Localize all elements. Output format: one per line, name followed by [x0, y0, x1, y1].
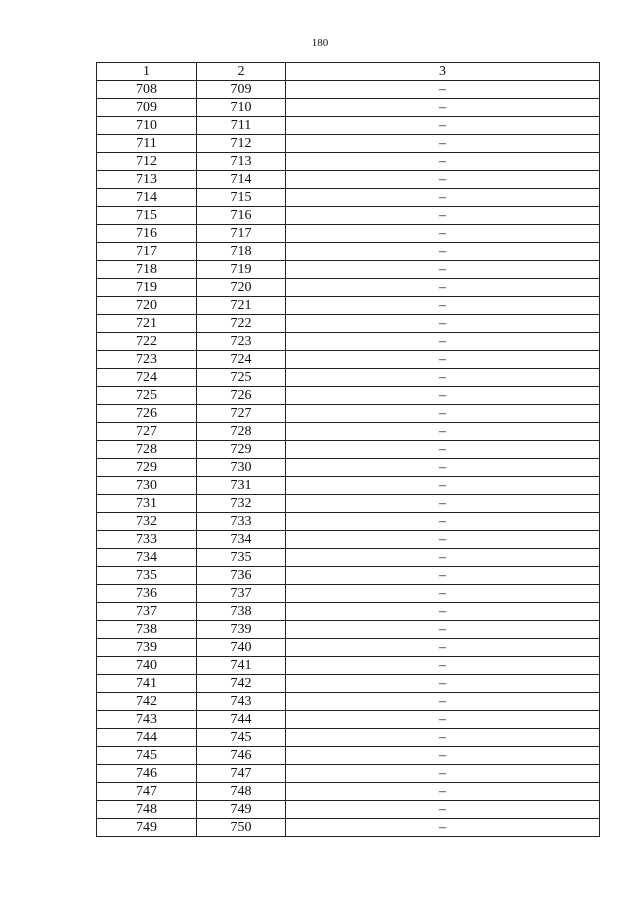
table-cell-col-3: – [286, 189, 600, 207]
table-cell-col-1: 729 [97, 459, 197, 477]
table-cell-col-2: 713 [197, 153, 286, 171]
table-row [97, 603, 600, 621]
table-cell-col-1: 746 [97, 765, 197, 783]
table-row [97, 441, 600, 459]
table-cell-col-3: – [286, 81, 600, 99]
table-cell-col-2: 734 [197, 531, 286, 549]
table-cell-col-3: – [286, 783, 600, 801]
table-row [97, 747, 600, 765]
table-row [97, 459, 600, 477]
table-cell-col-2: 720 [197, 279, 286, 297]
table-row [97, 225, 600, 243]
table-cell-col-2: 716 [197, 207, 286, 225]
table-row [97, 639, 600, 657]
table-cell-col-1: 739 [97, 639, 197, 657]
table-cell-col-2: 712 [197, 135, 286, 153]
table-cell-col-3: – [286, 747, 600, 765]
table-cell-col-3: – [286, 117, 600, 135]
table-cell-col-3: – [286, 279, 600, 297]
table-cell-col-3: – [286, 675, 600, 693]
table-cell-col-1: 716 [97, 225, 197, 243]
table-cell-col-1: 733 [97, 531, 197, 549]
table-cell-col-2: 719 [197, 261, 286, 279]
table-cell-col-3: – [286, 711, 600, 729]
column-header-2: 2 [197, 63, 286, 81]
table-cell-col-3: – [286, 315, 600, 333]
table-cell-col-2: 746 [197, 747, 286, 765]
table-cell-col-1: 743 [97, 711, 197, 729]
table-cell-col-1: 732 [97, 513, 197, 531]
table-cell-col-2: 744 [197, 711, 286, 729]
table-row [97, 657, 600, 675]
table-row [97, 153, 600, 171]
table-cell-col-1: 736 [97, 585, 197, 603]
table-cell-col-3: – [286, 693, 600, 711]
table-row [97, 333, 600, 351]
table-cell-col-2: 723 [197, 333, 286, 351]
table-cell-col-1: 738 [97, 621, 197, 639]
table-cell-col-2: 717 [197, 225, 286, 243]
table-cell-col-1: 728 [97, 441, 197, 459]
table-row [97, 207, 600, 225]
table-row [97, 567, 600, 585]
table-row [97, 171, 600, 189]
table-cell-col-2: 731 [197, 477, 286, 495]
data-table [96, 62, 600, 837]
table-row [97, 279, 600, 297]
table-cell-col-3: – [286, 819, 600, 837]
table-cell-col-1: 741 [97, 675, 197, 693]
table-cell-col-1: 713 [97, 171, 197, 189]
table-cell-col-1: 744 [97, 729, 197, 747]
table-cell-col-1: 712 [97, 153, 197, 171]
table-row [97, 513, 600, 531]
table-cell-col-3: – [286, 369, 600, 387]
table-cell-col-3: – [286, 531, 600, 549]
table-row [97, 765, 600, 783]
table-cell-col-2: 740 [197, 639, 286, 657]
table-row [97, 405, 600, 423]
table-cell-col-3: – [286, 333, 600, 351]
table-cell-col-1: 742 [97, 693, 197, 711]
table-cell-col-3: – [286, 495, 600, 513]
table-cell-col-2: 742 [197, 675, 286, 693]
table-cell-col-3: – [286, 603, 600, 621]
table-cell-col-2: 726 [197, 387, 286, 405]
table-cell-col-2: 748 [197, 783, 286, 801]
table-row [97, 495, 600, 513]
table-cell-col-2: 745 [197, 729, 286, 747]
table-header [97, 63, 600, 81]
table-cell-col-1: 711 [97, 135, 197, 153]
table-cell-col-1: 720 [97, 297, 197, 315]
table-cell-col-2: 714 [197, 171, 286, 189]
table-cell-col-2: 732 [197, 495, 286, 513]
table-cell-col-3: – [286, 207, 600, 225]
table-cell-col-3: – [286, 567, 600, 585]
header-row [97, 63, 600, 81]
table-cell-col-1: 730 [97, 477, 197, 495]
table-cell-col-2: 737 [197, 585, 286, 603]
table-cell-col-3: – [286, 423, 600, 441]
table-cell-col-1: 710 [97, 117, 197, 135]
table-cell-col-2: 718 [197, 243, 286, 261]
table-row [97, 477, 600, 495]
table-row [97, 621, 600, 639]
table-cell-col-2: 735 [197, 549, 286, 567]
table-row [97, 711, 600, 729]
table-cell-col-2: 725 [197, 369, 286, 387]
table-body [97, 81, 600, 837]
table-cell-col-3: – [286, 135, 600, 153]
table-row [97, 585, 600, 603]
table-cell-col-3: – [286, 585, 600, 603]
table-cell-col-1: 749 [97, 819, 197, 837]
table-cell-col-3: – [286, 441, 600, 459]
table-cell-col-1: 737 [97, 603, 197, 621]
table-cell-col-3: – [286, 729, 600, 747]
table-cell-col-1: 715 [97, 207, 197, 225]
table-cell-col-3: – [286, 351, 600, 369]
table-row [97, 549, 600, 567]
table-cell-col-2: 747 [197, 765, 286, 783]
table-cell-col-3: – [286, 261, 600, 279]
table-cell-col-3: – [286, 801, 600, 819]
table-cell-col-1: 723 [97, 351, 197, 369]
table-row [97, 243, 600, 261]
table-cell-col-1: 714 [97, 189, 197, 207]
table-cell-col-1: 747 [97, 783, 197, 801]
table-cell-col-2: 729 [197, 441, 286, 459]
table-cell-col-2: 710 [197, 99, 286, 117]
table-cell-col-2: 750 [197, 819, 286, 837]
table-cell-col-2: 749 [197, 801, 286, 819]
table-row [97, 117, 600, 135]
table-row [97, 675, 600, 693]
table-row [97, 531, 600, 549]
table-cell-col-2: 715 [197, 189, 286, 207]
table-cell-col-1: 721 [97, 315, 197, 333]
table-cell-col-3: – [286, 549, 600, 567]
table-cell-col-3: – [286, 657, 600, 675]
table-cell-col-2: 743 [197, 693, 286, 711]
table-cell-col-3: – [286, 225, 600, 243]
table-cell-col-3: – [286, 477, 600, 495]
table-cell-col-1: 718 [97, 261, 197, 279]
table-row [97, 297, 600, 315]
table-cell-col-3: – [286, 513, 600, 531]
table-cell-col-1: 727 [97, 423, 197, 441]
table-row [97, 135, 600, 153]
table-cell-col-3: – [286, 459, 600, 477]
table-cell-col-3: – [286, 99, 600, 117]
table-cell-col-1: 731 [97, 495, 197, 513]
table-cell-col-1: 724 [97, 369, 197, 387]
table-cell-col-2: 739 [197, 621, 286, 639]
table-cell-col-1: 708 [97, 81, 197, 99]
table-row [97, 369, 600, 387]
table-row [97, 99, 600, 117]
table-cell-col-3: – [286, 297, 600, 315]
table-cell-col-3: – [286, 387, 600, 405]
table-row [97, 801, 600, 819]
table-row [97, 387, 600, 405]
table-cell-col-1: 726 [97, 405, 197, 423]
table-cell-col-2: 721 [197, 297, 286, 315]
table-cell-col-2: 709 [197, 81, 286, 99]
table-cell-col-3: – [286, 153, 600, 171]
page-number: 180 [311, 37, 329, 49]
table-cell-col-2: 741 [197, 657, 286, 675]
table-row [97, 783, 600, 801]
table-row [97, 729, 600, 747]
column-header-1: 1 [97, 63, 197, 81]
table-cell-col-2: 733 [197, 513, 286, 531]
table-row [97, 351, 600, 369]
table-cell-col-3: – [286, 243, 600, 261]
table-row [97, 261, 600, 279]
table-row [97, 315, 600, 333]
table-cell-col-2: 730 [197, 459, 286, 477]
table-cell-col-3: – [286, 621, 600, 639]
table-cell-col-3: – [286, 171, 600, 189]
table-cell-col-1: 735 [97, 567, 197, 585]
table-cell-col-1: 719 [97, 279, 197, 297]
table-cell-col-3: – [286, 405, 600, 423]
table-cell-col-1: 725 [97, 387, 197, 405]
table-cell-col-1: 748 [97, 801, 197, 819]
table-cell-col-2: 722 [197, 315, 286, 333]
table-cell-col-1: 745 [97, 747, 197, 765]
table-cell-col-2: 728 [197, 423, 286, 441]
table-cell-col-1: 717 [97, 243, 197, 261]
table-row [97, 423, 600, 441]
table-cell-col-2: 738 [197, 603, 286, 621]
table-row [97, 81, 600, 99]
table-cell-col-1: 722 [97, 333, 197, 351]
table-row [97, 693, 600, 711]
column-header-3: 3 [286, 63, 600, 81]
table-cell-col-3: – [286, 765, 600, 783]
table-cell-col-1: 709 [97, 99, 197, 117]
table-cell-col-2: 724 [197, 351, 286, 369]
table-cell-col-1: 734 [97, 549, 197, 567]
table-cell-col-2: 736 [197, 567, 286, 585]
table-row [97, 189, 600, 207]
table-cell-col-2: 727 [197, 405, 286, 423]
table-cell-col-3: – [286, 639, 600, 657]
table-cell-col-2: 711 [197, 117, 286, 135]
table-row [97, 819, 600, 837]
table-cell-col-1: 740 [97, 657, 197, 675]
